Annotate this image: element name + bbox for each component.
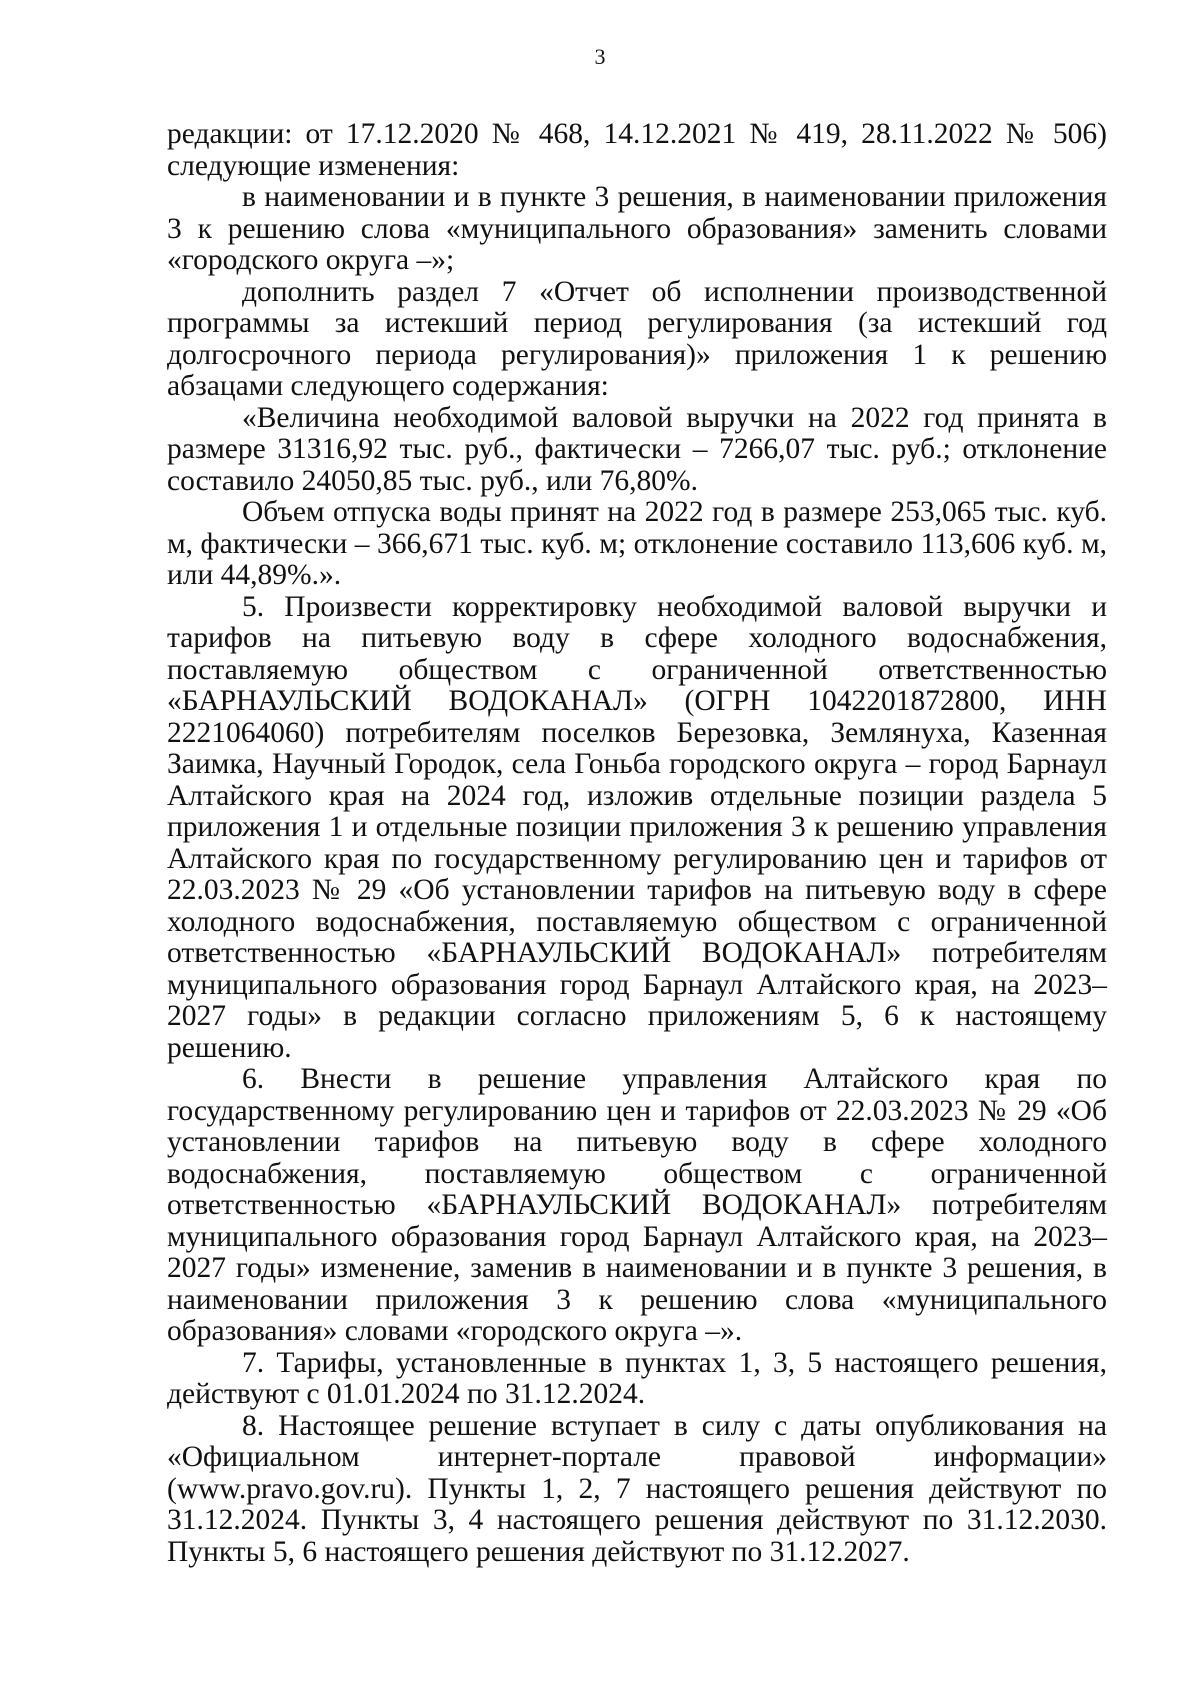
paragraph-add-section-7: дополнить раздел 7 «Отчет об исполнении производственной программы за истекший период регулирования (за истекший год долгосрочного периода регулирования)» приложения 1 к решению абзацами следующего содержания: [167,275,1107,402]
document-body [167,119,1107,1568]
paragraph-rename-change: в наименовании и в пункте 3 решения, в наименовании приложения 3 к решению слова «муниципального образования» заменить словами «городского округа –»; [167,181,1107,276]
paragraph-revenue-2022: «Величина необходимой валовой выручки на 2022 год принята в размере 31316,92 тыс. руб., фактически – 7266,07 тыс. руб.; отклонение составило 24050,85 тыс. руб., или 76,80%. [167,401,1107,497]
paragraph-item-7: 7. Тарифы, установленные в пунктах 1, 3, 5 настоящего решения, действуют с 01.01.2024 по 31.12.2024. [167,1346,1107,1410]
paragraph-water-volume-2022: Объем отпуска воды принят на 2022 год в размере 253,065 тыс. куб. м, фактически – 366,671 тыс. куб. м; отклонение составило 113,606 куб. м, или 44,89%.». [167,496,1107,591]
page-number: 3 [594,44,606,69]
paragraph-continuation: редакции: от 17.12.2020 № 468, 14.12.2021 № 419, 28.11.2022 № 506) следующие изменения: [167,118,1107,182]
paragraph-item-5: 5. Произвести корректировку необходимой валовой выручки и тарифов на питьевую воду в сфере холодного водоснабжения, поставляемую обществом с ограниченной ответственностью «БАРНАУЛЬСКИЙ ВОДОКАНАЛ» (ОГРН 1042201872800, ИНН 2221064060) потребителям поселков Березовка, Землянуха, Казенная Заимка, Научный Городок, села Гоньба городского округа – город Барнаул Алтайского края на 2024 год, изложив отдельные позиции раздела 5 приложения 1 и отдельные позиции приложения 3 к решению управления Алтайского края по государственному регулированию цен и тарифов от 22.03.2023 № 29 «Об установлении тарифов на питьевую воду в сфере холодного водоснабжения, поставляемую обществом с ограниченной ответственностью «БАРНАУЛЬСКИЙ ВОДОКАНАЛ» потребителям муниципального образования город Барнаул Алтайского края, на 2023–2027 годы» в редакции согласно приложениям 5, 6 к настоящему решению. [167,590,1107,1064]
paragraph-item-8: 8. Настоящее решение вступает в силу с даты опубликования на «Официальном интернет-портале правовой информации» (www.pravo.gov.ru). Пункты 1, 2, 7 настоящего решения действуют по 31.12.2024. Пункты 3, 4 настоящего решения действуют по 31.12.2030. Пункты 5, 6 настоящего решения действуют по 31.12.2027. [167,1409,1107,1568]
paragraph-item-6: 6. Внести в решение управления Алтайского края по государственному регулированию цен и тарифов от 22.03.2023 № 29 «Об установлении тарифов на питьевую воду в сфере холодного водоснабжения, поставляемую обществом с ограниченной ответственностью «БАРНАУЛЬСКИЙ ВОДОКАНАЛ» потребителям муниципального образования город Барнаул Алтайского края, на 2023–2027 годы» изменение, заменив в наименовании и в пункте 3 решения, в наименовании приложения 3 к решению слова «муниципального образования» словами «городского округа –». [167,1063,1107,1347]
